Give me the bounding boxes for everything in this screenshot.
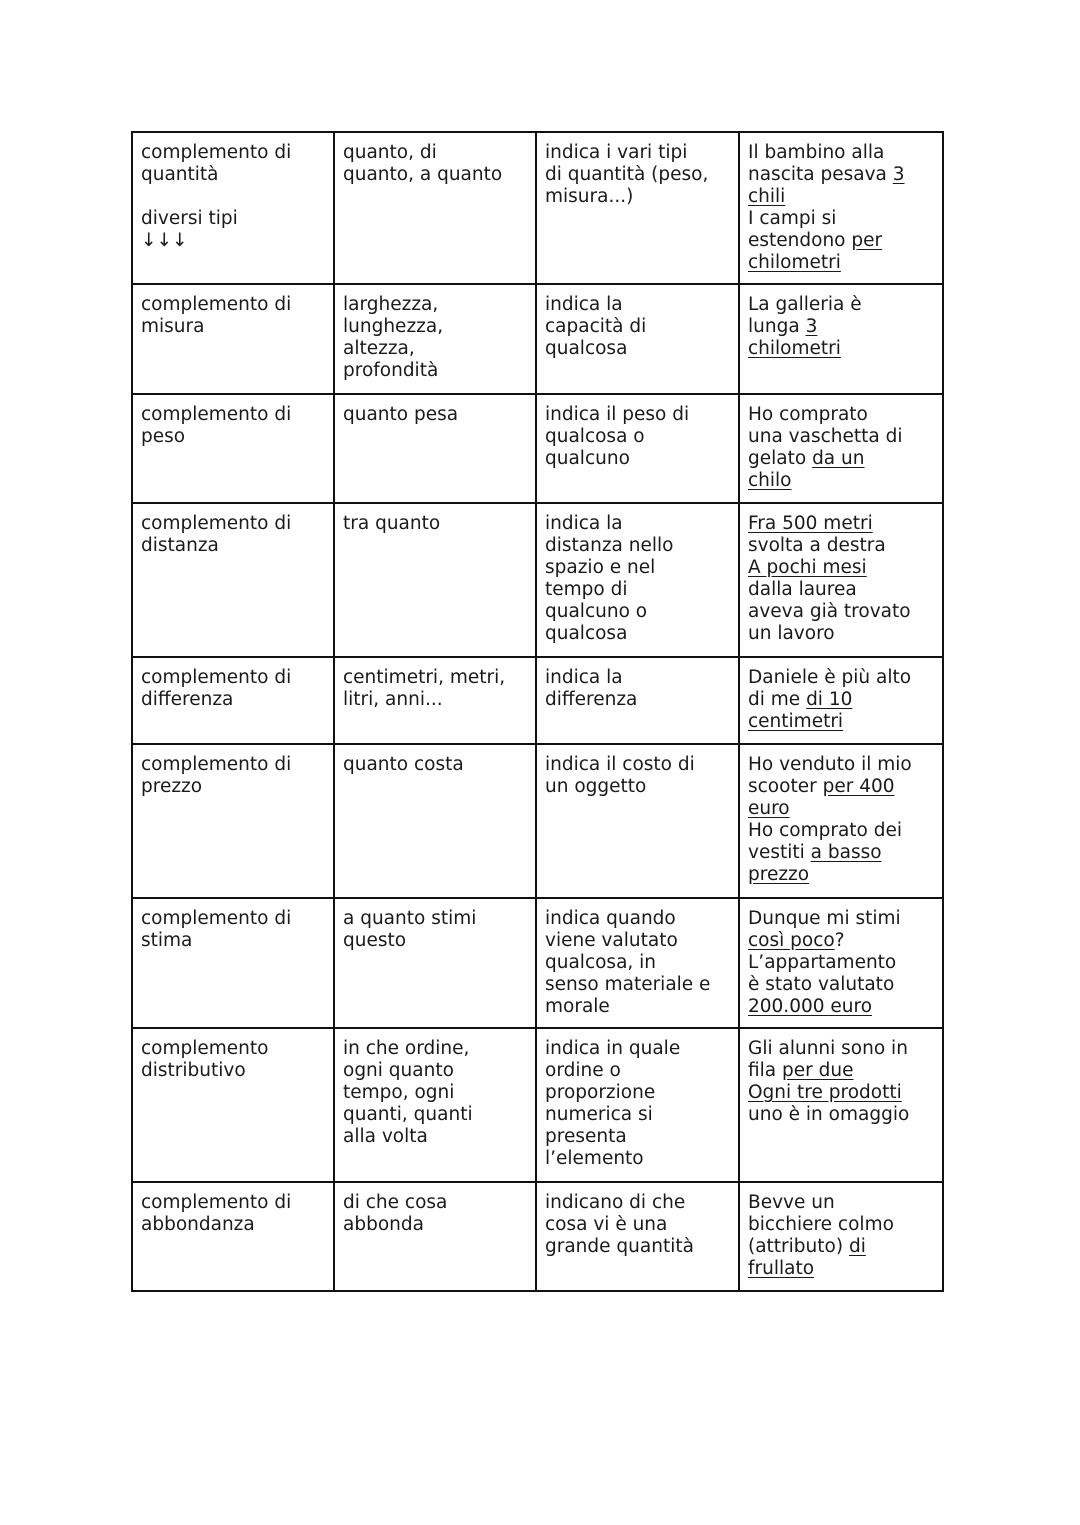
complement-name-cell xyxy=(132,657,334,744)
text: Ho venduto il mio xyxy=(748,754,912,775)
text-line xyxy=(748,623,934,645)
text: peso xyxy=(141,426,186,447)
text: complemento di xyxy=(141,142,292,163)
text: vestiti xyxy=(748,842,811,863)
text-line xyxy=(343,689,527,711)
text: Ho comprato xyxy=(748,404,868,425)
text-line xyxy=(343,513,527,535)
text-line xyxy=(343,338,527,360)
table-row xyxy=(132,503,943,657)
text-line xyxy=(545,776,730,798)
table-row xyxy=(132,898,943,1028)
text-line xyxy=(748,820,934,842)
text: I campi si xyxy=(748,208,837,229)
text-line xyxy=(343,294,527,316)
underlined-text: per xyxy=(851,230,883,251)
text: scooter xyxy=(748,776,823,797)
text-line xyxy=(748,1236,934,1258)
text: Gli alunni sono in xyxy=(748,1038,908,1059)
text-line xyxy=(748,448,934,470)
text: qualcuno o xyxy=(545,601,648,622)
example-cell xyxy=(739,1028,943,1182)
text: Daniele è più alto xyxy=(748,667,912,688)
text: estendono xyxy=(748,230,852,251)
text: Ho comprato dei xyxy=(748,820,903,841)
text: profondità xyxy=(343,360,439,381)
text: Bevve un xyxy=(748,1192,835,1213)
text: diversi tipi xyxy=(141,208,238,229)
text-line xyxy=(141,1214,325,1236)
underlined-text: a basso xyxy=(810,842,882,863)
text-line xyxy=(545,601,730,623)
text-line xyxy=(748,842,934,864)
text: indica quando xyxy=(545,908,676,929)
text: prezzo xyxy=(141,776,203,797)
text: quanto, di xyxy=(343,142,437,163)
text-line xyxy=(343,360,527,382)
text-line xyxy=(141,930,325,952)
text-line xyxy=(748,1038,934,1060)
text: ? xyxy=(834,930,845,951)
text: L’appartamento xyxy=(748,952,897,973)
underlined-text: di 10 xyxy=(806,689,853,710)
text: distanza nello xyxy=(545,535,674,556)
text: qualcuno xyxy=(545,448,630,469)
text-line xyxy=(343,1214,527,1236)
table-row xyxy=(132,132,943,284)
question-cell xyxy=(334,744,536,898)
question-cell xyxy=(334,657,536,744)
text-line xyxy=(545,316,730,338)
text: un oggetto xyxy=(545,776,647,797)
text-line xyxy=(545,1038,730,1060)
text-line xyxy=(748,426,934,448)
description-cell xyxy=(536,394,739,503)
text: spazio e nel xyxy=(545,557,656,578)
text-line xyxy=(545,952,730,974)
description-cell xyxy=(536,1182,739,1291)
text: numerica si xyxy=(545,1104,653,1125)
text-line xyxy=(545,1082,730,1104)
text: indicano di che xyxy=(545,1192,686,1213)
text: complemento xyxy=(141,1038,269,1059)
text-line xyxy=(748,1082,934,1104)
text-line xyxy=(748,754,934,776)
text-line xyxy=(545,1060,730,1082)
text-line xyxy=(748,798,934,820)
question-cell xyxy=(334,1182,536,1291)
text-line xyxy=(141,513,325,535)
description-cell xyxy=(536,284,739,394)
underlined-text: frullato xyxy=(748,1258,815,1279)
text-line xyxy=(748,294,934,316)
text-line xyxy=(748,1104,934,1126)
text: complemento di xyxy=(141,667,292,688)
text-line xyxy=(141,294,325,316)
text-line xyxy=(545,535,730,557)
example-cell xyxy=(739,503,943,657)
text-line xyxy=(545,142,730,164)
text-line xyxy=(141,1038,325,1060)
question-cell xyxy=(334,1028,536,1182)
text-line xyxy=(748,164,934,186)
text: indica in quale xyxy=(545,1038,681,1059)
text-line xyxy=(545,754,730,776)
text: quanto costa xyxy=(343,754,464,775)
text-line xyxy=(545,1192,730,1214)
text: viene valutato xyxy=(545,930,678,951)
text-line xyxy=(748,667,934,689)
text-line xyxy=(545,1236,730,1258)
text: complemento di xyxy=(141,404,292,425)
text-line xyxy=(748,186,934,208)
text: tra quanto xyxy=(343,513,441,534)
text-line xyxy=(141,208,325,230)
text-line xyxy=(545,908,730,930)
description-cell xyxy=(536,657,739,744)
text: stima xyxy=(141,930,193,951)
example-cell xyxy=(739,1182,943,1291)
text: (attributo) xyxy=(748,1236,849,1257)
underlined-text: centimetri xyxy=(748,711,844,732)
text-line xyxy=(141,1192,325,1214)
text-line xyxy=(748,864,934,886)
description-cell xyxy=(536,898,739,1028)
text: misura...) xyxy=(545,186,634,207)
text: dalla laurea xyxy=(748,579,857,600)
text: presenta xyxy=(545,1126,627,1147)
text: distributivo xyxy=(141,1060,246,1081)
text-line xyxy=(748,535,934,557)
question-cell xyxy=(334,898,536,1028)
text: bicchiere colmo xyxy=(748,1214,894,1235)
text-line xyxy=(748,557,934,579)
text: in che ordine, xyxy=(343,1038,470,1059)
text: complemento di xyxy=(141,294,292,315)
text: complemento di xyxy=(141,1192,292,1213)
underlined-text: prezzo xyxy=(748,864,810,885)
underlined-text: Ogni tre prodotti xyxy=(748,1082,902,1103)
text-line xyxy=(748,1258,934,1280)
text: cosa vi è una xyxy=(545,1214,668,1235)
text: complemento di xyxy=(141,908,292,929)
text-line xyxy=(141,535,325,557)
text: indica la xyxy=(545,294,623,315)
text-line xyxy=(748,1214,934,1236)
text-line xyxy=(141,186,325,208)
text-line xyxy=(748,142,934,164)
text-line xyxy=(545,930,730,952)
text: tempo di xyxy=(545,579,628,600)
text: indica il costo di xyxy=(545,754,695,775)
text: tempo, ogni xyxy=(343,1082,455,1103)
text-line xyxy=(343,316,527,338)
complements-table xyxy=(131,131,944,1292)
text: larghezza, xyxy=(343,294,439,315)
underlined-text: da un xyxy=(812,448,865,469)
text-line xyxy=(141,164,325,186)
complement-name-cell xyxy=(132,132,334,284)
text: di me xyxy=(748,689,807,710)
underlined-text: 3 xyxy=(892,164,905,185)
underlined-text: per 400 xyxy=(822,776,895,797)
text-line xyxy=(141,776,325,798)
text-line xyxy=(748,404,934,426)
text: svolta a destra xyxy=(748,535,886,556)
text: altezza, xyxy=(343,338,415,359)
table-row xyxy=(132,657,943,744)
text-line xyxy=(748,316,934,338)
text: senso materiale e xyxy=(545,974,711,995)
text: grande quantità xyxy=(545,1236,694,1257)
text-line xyxy=(141,316,325,338)
text-line xyxy=(545,338,730,360)
text: complemento di xyxy=(141,754,292,775)
text-line xyxy=(343,142,527,164)
text: è stato valutato xyxy=(748,974,895,995)
text: l’elemento xyxy=(545,1148,644,1169)
text-line xyxy=(748,952,934,974)
text: questo xyxy=(343,930,407,951)
text: litri, anni... xyxy=(343,689,443,710)
text: una vaschetta di xyxy=(748,426,903,447)
text-line xyxy=(545,186,730,208)
text: quanto pesa xyxy=(343,404,459,425)
text: qualcosa, in xyxy=(545,952,657,973)
text-line xyxy=(748,689,934,711)
text: differenza xyxy=(141,689,234,710)
text-line xyxy=(141,754,325,776)
text-line xyxy=(545,1214,730,1236)
text-line xyxy=(748,1192,934,1214)
text-line xyxy=(545,164,730,186)
text-line xyxy=(141,667,325,689)
text-line xyxy=(545,689,730,711)
underlined-text: Fra 500 metri xyxy=(748,513,873,534)
text-line xyxy=(748,930,934,952)
text: ogni quanto xyxy=(343,1060,454,1081)
text: indica il peso di xyxy=(545,404,690,425)
text-line xyxy=(141,142,325,164)
complement-name-cell xyxy=(132,1028,334,1182)
text: indica la xyxy=(545,667,623,688)
text: lunghezza, xyxy=(343,316,444,337)
question-cell xyxy=(334,132,536,284)
text: ↓↓↓ xyxy=(141,230,188,251)
description-cell xyxy=(536,1028,739,1182)
text: morale xyxy=(545,996,610,1017)
text: lunga xyxy=(748,316,806,337)
text-line xyxy=(748,908,934,930)
text: fila xyxy=(748,1060,783,1081)
text: distanza xyxy=(141,535,219,556)
text-line xyxy=(343,1038,527,1060)
example-cell xyxy=(739,394,943,503)
text-line xyxy=(748,252,934,274)
text: qualcosa xyxy=(545,338,628,359)
text-line xyxy=(343,930,527,952)
underlined-text: euro xyxy=(748,798,790,819)
underlined-text: per due xyxy=(782,1060,854,1081)
text: alla volta xyxy=(343,1126,428,1147)
table-row xyxy=(132,284,943,394)
text: uno è in omaggio xyxy=(748,1104,910,1125)
table-row xyxy=(132,394,943,503)
description-cell xyxy=(536,744,739,898)
text-line xyxy=(748,601,934,623)
text-line xyxy=(343,754,527,776)
text-line xyxy=(748,1060,934,1082)
text-line xyxy=(343,667,527,689)
text-line xyxy=(748,338,934,360)
text-line xyxy=(748,974,934,996)
text-line xyxy=(343,1126,527,1148)
underlined-text: 200.000 euro xyxy=(748,996,873,1017)
table-row xyxy=(132,1182,943,1291)
text: quanti, quanti xyxy=(343,1104,473,1125)
text: abbondanza xyxy=(141,1214,255,1235)
complement-name-cell xyxy=(132,284,334,394)
example-cell xyxy=(739,284,943,394)
text-line xyxy=(545,1126,730,1148)
question-cell xyxy=(334,284,536,394)
table-row xyxy=(132,744,943,898)
text-line xyxy=(545,1104,730,1126)
text-line xyxy=(343,1060,527,1082)
text: complemento di xyxy=(141,513,292,534)
text: differenza xyxy=(545,689,638,710)
underlined-text: 3 xyxy=(805,316,818,337)
complement-name-cell xyxy=(132,394,334,503)
text-line xyxy=(141,404,325,426)
text-line xyxy=(748,579,934,601)
text-line xyxy=(748,470,934,492)
description-cell xyxy=(536,503,739,657)
example-cell xyxy=(739,898,943,1028)
text: a quanto stimi xyxy=(343,908,477,929)
question-cell xyxy=(334,394,536,503)
text-line xyxy=(545,513,730,535)
text: indica i vari tipi xyxy=(545,142,688,163)
text: ordine o xyxy=(545,1060,621,1081)
underlined-text: chili xyxy=(748,186,786,207)
text: gelato xyxy=(748,448,813,469)
text: aveva già trovato xyxy=(748,601,911,622)
complement-name-cell xyxy=(132,744,334,898)
text: La galleria è xyxy=(748,294,862,315)
underlined-text: chilometri xyxy=(748,338,841,359)
text-line xyxy=(343,1082,527,1104)
text-line xyxy=(748,513,934,535)
text: Dunque mi stimi xyxy=(748,908,901,929)
text-line xyxy=(141,908,325,930)
text-line xyxy=(141,426,325,448)
text-line xyxy=(141,230,325,252)
text-line xyxy=(748,208,934,230)
question-cell xyxy=(334,503,536,657)
description-cell xyxy=(536,132,739,284)
text-line xyxy=(343,164,527,186)
text-line xyxy=(545,294,730,316)
text-line xyxy=(141,689,325,711)
complement-name-cell xyxy=(132,898,334,1028)
underlined-text: A pochi mesi xyxy=(748,557,867,578)
underlined-text: chilometri xyxy=(748,252,841,273)
text: indica la xyxy=(545,513,623,534)
text-line xyxy=(545,448,730,470)
complement-name-cell xyxy=(132,1182,334,1291)
text-line xyxy=(545,667,730,689)
text: capacità di xyxy=(545,316,647,337)
table-body xyxy=(132,132,943,1291)
text: qualcosa xyxy=(545,623,628,644)
text: abbonda xyxy=(343,1214,424,1235)
underlined-text: chilo xyxy=(748,470,792,491)
text: proporzione xyxy=(545,1082,656,1103)
text-line xyxy=(748,996,934,1018)
complement-name-cell xyxy=(132,503,334,657)
text-line xyxy=(343,1192,527,1214)
text-line xyxy=(545,1148,730,1170)
example-cell xyxy=(739,744,943,898)
text: misura xyxy=(141,316,205,337)
text: un lavoro xyxy=(748,623,835,644)
text-line xyxy=(343,1104,527,1126)
text-line xyxy=(545,557,730,579)
text-line xyxy=(545,974,730,996)
underlined-text: di xyxy=(848,1236,866,1257)
text: di che cosa xyxy=(343,1192,448,1213)
text-line xyxy=(748,230,934,252)
text: nascita pesava xyxy=(748,164,893,185)
example-cell xyxy=(739,657,943,744)
text: quanto, a quanto xyxy=(343,164,503,185)
example-cell xyxy=(739,132,943,284)
text-line xyxy=(343,908,527,930)
text-line xyxy=(748,711,934,733)
table-row xyxy=(132,1028,943,1182)
text: centimetri, metri, xyxy=(343,667,506,688)
text-line xyxy=(141,1060,325,1082)
text-line xyxy=(748,776,934,798)
text: qualcosa o xyxy=(545,426,645,447)
text-line xyxy=(343,404,527,426)
text-line xyxy=(545,996,730,1018)
text: quantità xyxy=(141,164,219,185)
text-line xyxy=(545,404,730,426)
text: Il bambino alla xyxy=(748,142,885,163)
text-line xyxy=(545,579,730,601)
underlined-text: così poco xyxy=(748,930,835,951)
text-line xyxy=(545,623,730,645)
text-line xyxy=(545,426,730,448)
text: di quantità (peso, xyxy=(545,164,709,185)
